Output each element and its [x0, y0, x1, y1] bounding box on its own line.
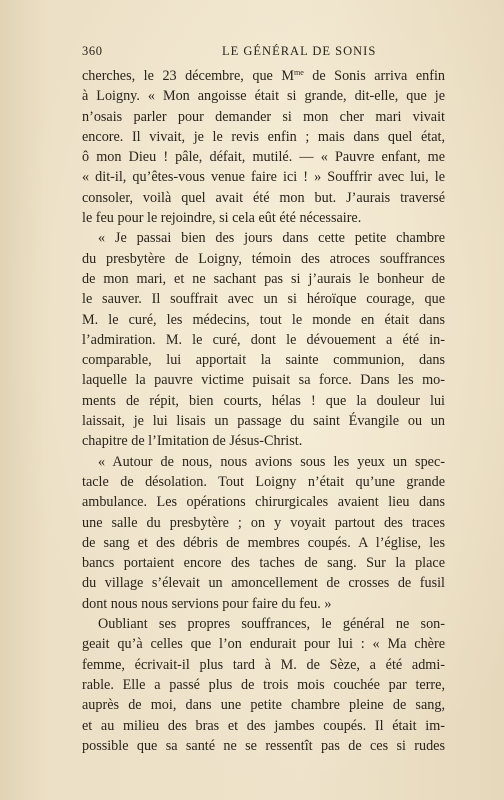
text-line: « dit-il, qu’êtes-vous venue faire ici ! » Souffrir avec lui, le	[82, 169, 445, 186]
text-line: geait qu’à celles que l’on endurait pour lui : « Ma chère	[82, 636, 445, 653]
text-line: possible que sa santé ne se ressentît pas de ces si rudes	[82, 737, 445, 754]
text-line: comparable, lui apportait la sainte communion, dans	[82, 352, 445, 369]
text-line: du presbytère de Loigny, témoin des atroces souffrances	[82, 250, 445, 267]
text-line: encore. Il vivait, je le revis enfin ; mais dans quel état,	[82, 128, 445, 145]
text-line: rable. Elle a passé plus de trois mois couchée par terre,	[82, 676, 445, 693]
text-line: cherches, le 23 décembre, que $M^{me}$ de Sonis arriva enfin	[82, 68, 445, 84]
running-title: LE GÉNÉRAL DE SONIS	[222, 44, 377, 58]
text-line: auprès de moi, dans une petite chambre pleine de sang,	[82, 697, 445, 714]
text-line: le feu pour le rejoindre, si cela eût été nécessaire.	[82, 210, 362, 227]
text-line: le sauver. Il souffrait avec un si héroïque courage, que	[82, 291, 445, 308]
text-line: bancs portaient encore des taches de sang. Sur la place	[82, 555, 445, 572]
text-line: laissait, je lui lisais un passage du saint Évangile ou un	[82, 413, 445, 430]
text-line: Oubliant ses propres souffrances, le général ne son-	[98, 616, 445, 633]
page-number: 360	[82, 44, 103, 58]
body-text	[82, 66, 445, 756]
text-line: de sang et des débris de membres coupés. A l’église, les	[82, 534, 445, 551]
text-line: de mon mari, et ne sachant pas si j’aurais le bonheur de	[82, 270, 445, 287]
page-header	[82, 44, 444, 62]
text-line: une salle du presbytère ; on y voyait partout des traces	[82, 514, 445, 531]
text-line: ambulance. Les opérations chirurgicales avaient lieu dans	[82, 494, 445, 511]
text-line: ô mon Dieu ! pâle, défait, mutilé. — « Pauvre enfant, me	[82, 149, 445, 166]
text-line: chapitre de l’Imitation de Jésus-Christ.	[82, 433, 303, 450]
text-line: laquelle la pauvre victime puisait sa force. Dans les mo-	[82, 372, 445, 389]
text-line: femme, écrivait-il plus tard à M. de Sèze, a été admi-	[82, 656, 445, 673]
text-line: tacle de désolation. Tout Loigny n’était qu’une grande	[82, 473, 445, 490]
text-line: et au milieu des bras et des jambes coupés. Il était im-	[82, 717, 445, 734]
text-line: n’osais parler pour demander si mon cher mari vivait	[82, 108, 445, 125]
text-line: dont nous nous servions pour faire du feu. »	[82, 595, 332, 612]
text-line: consoler, voilà quel avait été mon but. J’aurais traversé	[82, 189, 445, 206]
text-line: à Loigny. « Mon angoisse était si grande, dit-elle, que je	[82, 88, 445, 105]
text-line: du village s’élevait un amoncellement de crosses de fusil	[82, 575, 445, 592]
text-line: « Je passai bien des jours dans cette petite chambre	[98, 230, 445, 247]
text-line: ments de répit, bien courts, hélas ! que la douleur lui	[82, 392, 445, 409]
text-line: M. le curé, les médecins, tout le monde en était dans	[82, 311, 445, 328]
text-line: « Autour de nous, nous avions sous les yeux un spec-	[98, 453, 445, 470]
text-line: l’admiration. M. le curé, dont le dévouement a été in-	[82, 331, 445, 348]
